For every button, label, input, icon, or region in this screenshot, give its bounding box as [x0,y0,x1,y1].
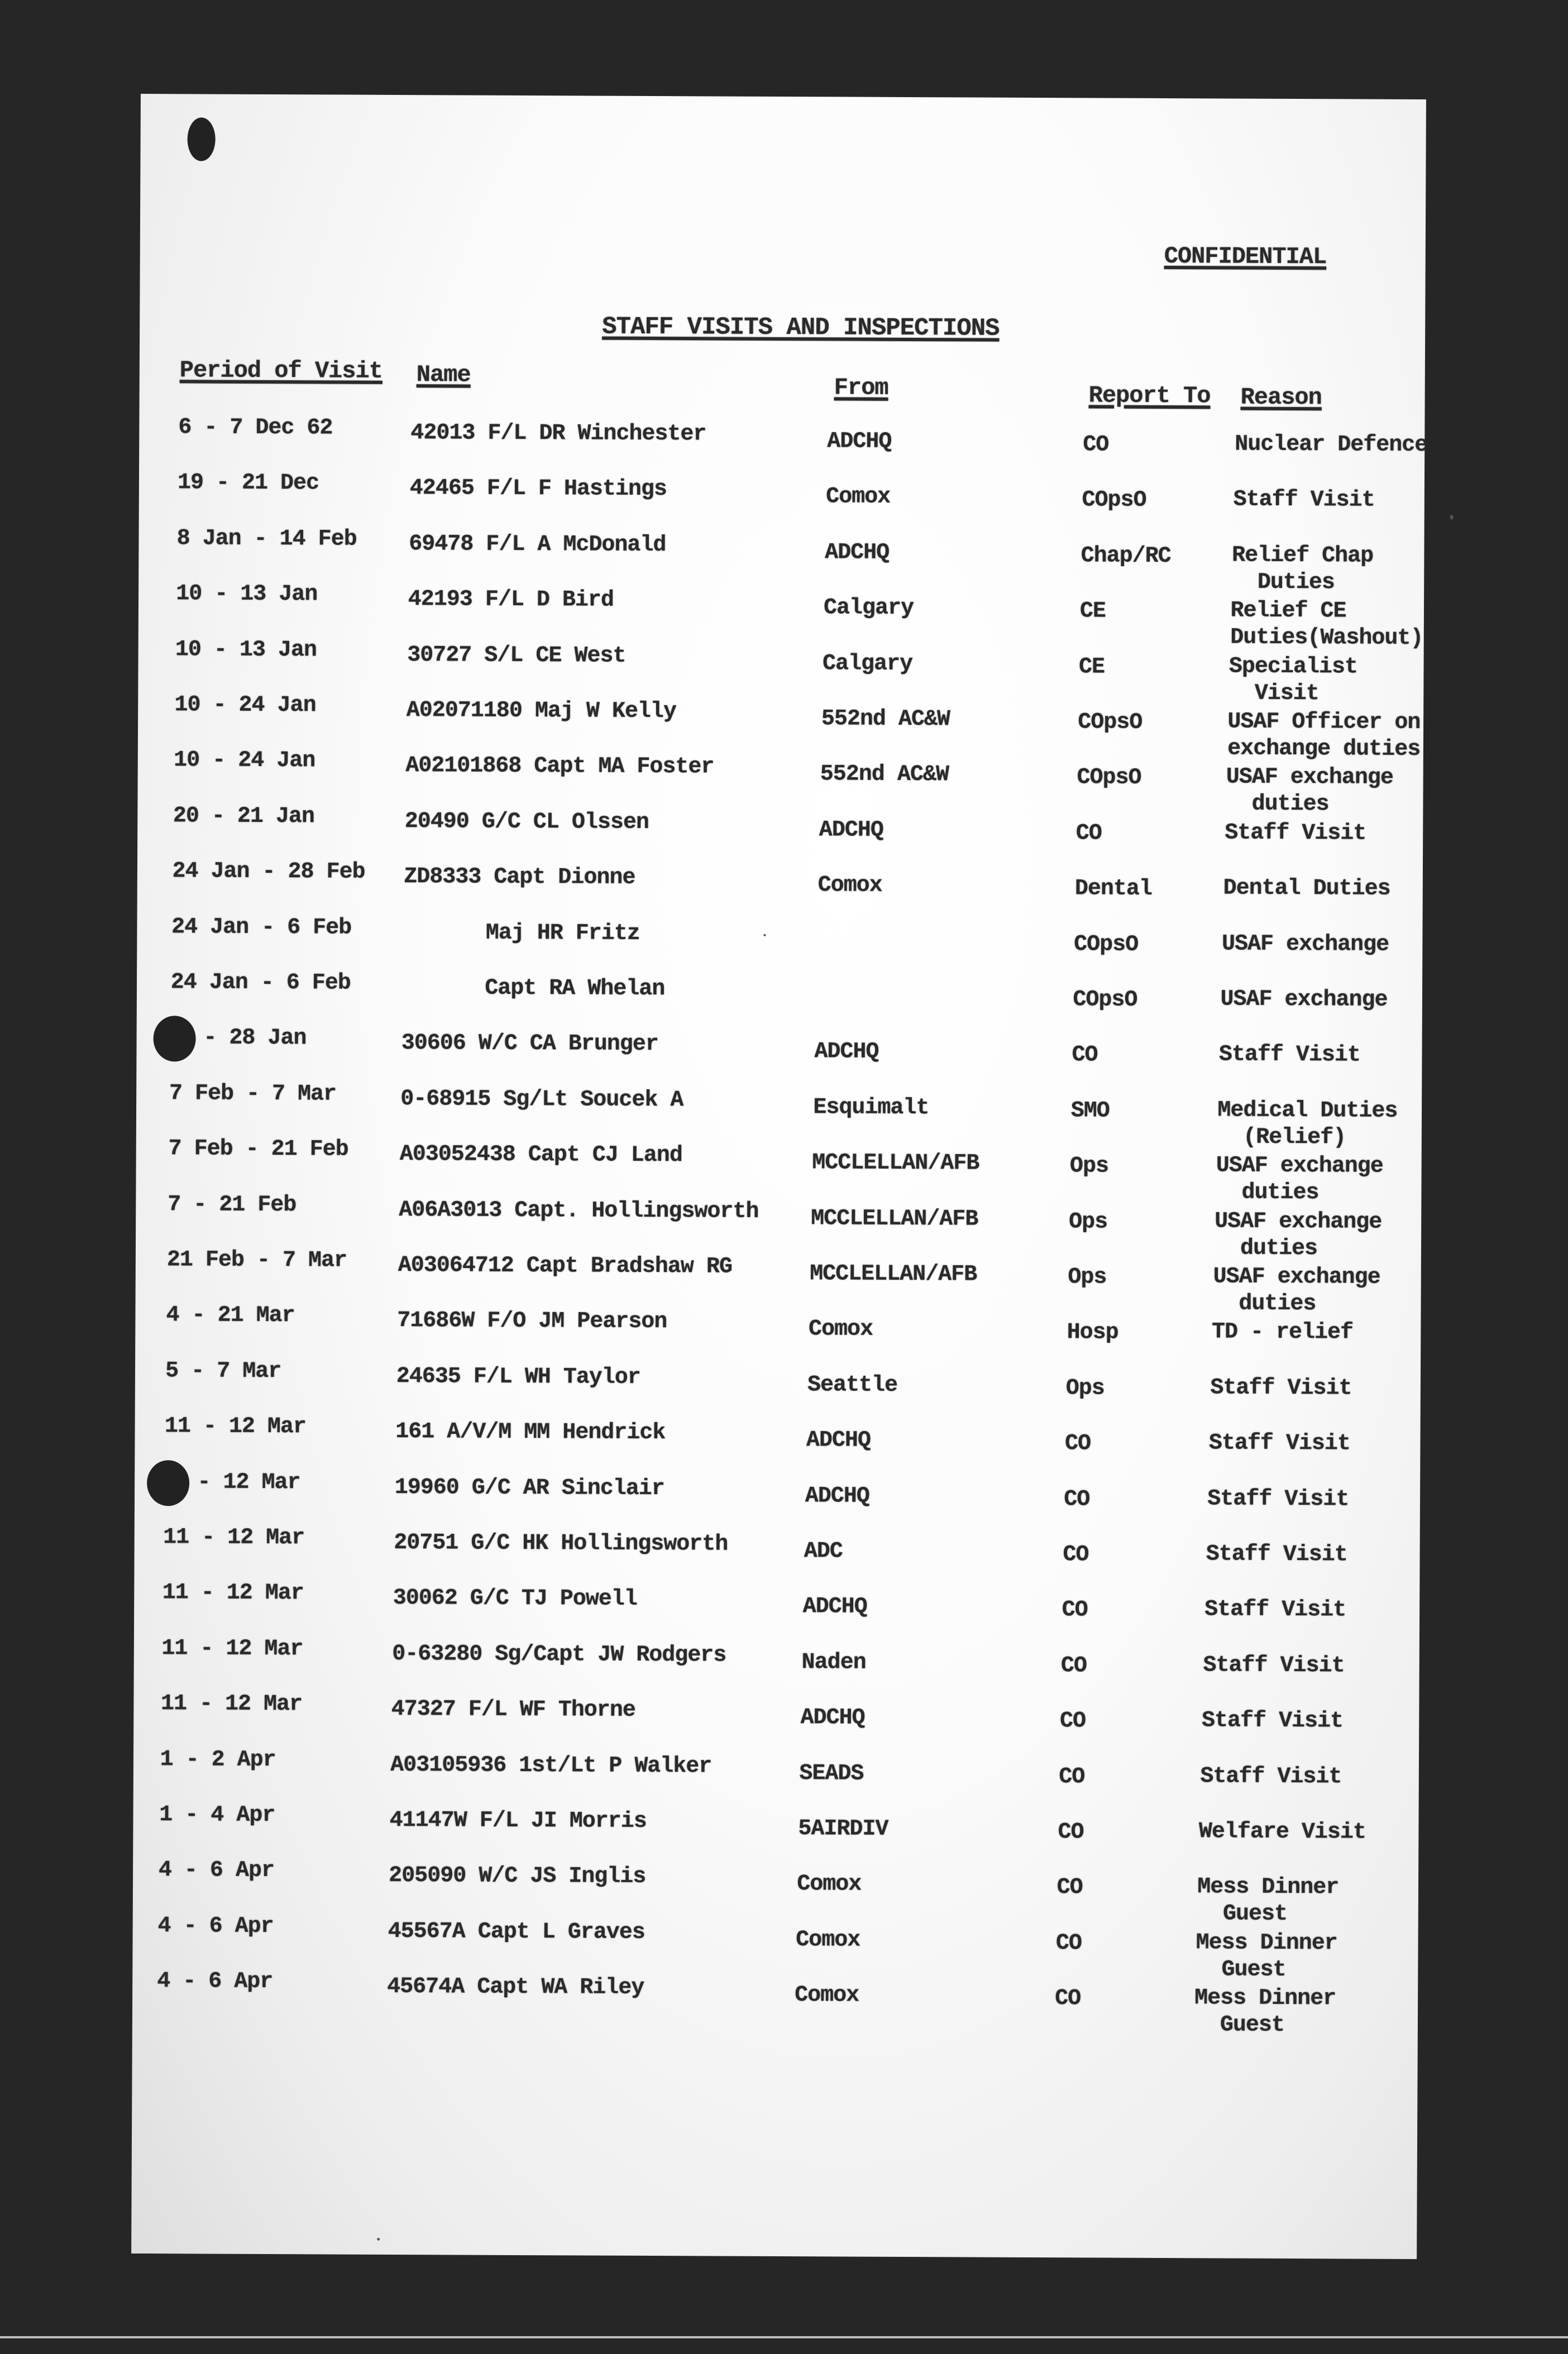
column-header-name: Name [416,361,471,389]
from-cell: 552nd AC&W [821,706,950,733]
name-cell: 69478 F/L A McDonald [409,531,666,558]
reason-cell: USAF exchange duties [1214,1209,1382,1261]
name-cell: A03064712 Capt Bradshaw RG [398,1253,732,1280]
classification-stamp: CONFIDENTIAL [1164,242,1327,271]
from-cell: Calgary [822,650,913,677]
period-cell: 10 - 13 Jan [175,637,317,663]
report-to-cell: CO [1058,1820,1084,1845]
reason-cell: Staff Visit [1204,1597,1346,1623]
report-to-cell: CO [1059,1764,1085,1790]
reason-cell: Nuclear Defence [1235,432,1428,458]
period-cell: 7 - 21 Feb [168,1192,297,1218]
name-cell: 20751 G/C HK Hollingsworth [394,1530,728,1557]
report-to-cell: CO [1057,1875,1083,1901]
period-cell: 4 - 6 Apr [158,1858,275,1884]
period-cell: 24 Jan - 6 Feb [170,970,351,996]
reason-cell: Staff Visit [1207,1486,1349,1513]
reason-cell: Staff Visit [1208,1430,1351,1457]
reason-cell: Staff Visit [1203,1653,1345,1679]
report-to-cell: Ops [1069,1209,1108,1235]
report-to-cell: CO [1064,1486,1090,1513]
report-to-cell: Hosp [1067,1320,1118,1346]
report-to-cell: CE [1079,599,1106,624]
from-cell: ADCHQ [806,1428,871,1453]
name-cell: 71686W F/O JM Pearson [397,1308,667,1335]
report-to-cell: CO [1075,821,1102,846]
period-cell: 11 - 12 Mar [164,1414,307,1440]
period-cell: 24 Jan - 6 Feb [171,914,352,941]
name-cell: A03105936 1st/Lt P Walker [390,1752,712,1779]
name-cell: 30062 G/C TJ Powell [393,1586,637,1613]
from-cell: Comox [796,1927,861,1953]
from-cell: Naden [801,1649,866,1676]
reason-cell: USAF exchange [1221,931,1389,958]
from-cell: MCCLELLAN/AFB [810,1261,977,1288]
punch-hole [153,1016,195,1062]
period-cell: 21 Feb - 7 Mar [166,1247,347,1274]
reason-cell: Staff Visit [1233,487,1375,514]
period-cell: 10 - 24 Jan [174,692,316,719]
punch-hole [187,117,215,161]
name-cell: 19960 G/C AR Sinclair [394,1475,665,1501]
period-cell: 11 - 12 Mar [161,1635,303,1662]
report-to-cell: Ops [1068,1265,1107,1290]
report-to-cell: COpsO [1078,710,1142,735]
period-cell: 24 Jan - 28 Feb [172,859,365,885]
from-cell: Esquimalt [813,1095,929,1121]
name-cell: 41147W F/L JI Morris [389,1807,647,1834]
name-cell: 0-68915 Sg/Lt Soucek A [400,1086,683,1113]
name-cell: 205090 W/C JS Inglis [389,1863,646,1890]
name-cell: 30727 S/L CE West [407,642,626,669]
column-header-period: Period of Visit [179,357,383,385]
reason-cell: Staff Visit [1200,1763,1342,1790]
report-to-cell: CO [1062,1597,1088,1623]
period-cell: - 28 Jan [203,1025,307,1051]
from-cell: 552nd AC&W [820,762,949,788]
period-cell: 11 - 12 Mar [163,1525,305,1551]
period-cell: 6 - 7 Dec 62 [178,415,333,441]
column-header-reason: Reason [1240,384,1322,412]
report-to-cell: Dental [1074,876,1153,902]
period-cell: 20 - 21 Jan [173,803,314,830]
name-cell: 42013 F/L DR Winchester [410,420,706,447]
reason-cell: Staff Visit [1206,1542,1347,1568]
name-cell: 47327 F/L WF Thorne [391,1697,635,1724]
report-to-cell: Chap/RC [1081,543,1171,569]
from-cell: ADCHQ [802,1594,867,1620]
from-cell: Comox [826,484,891,510]
reason-cell: Dental Duties [1223,875,1390,902]
report-to-cell: SMO [1070,1098,1110,1124]
report-to-cell: CO [1072,1042,1098,1068]
from-cell: MCCLELLAN/AFB [811,1205,978,1232]
reason-cell: USAF exchange duties [1213,1264,1380,1317]
paper-speck [1450,515,1454,519]
report-to-cell: COpsO [1073,987,1137,1013]
from-cell: Comox [808,1317,873,1343]
from-cell: Comox [818,873,882,898]
film-scratch-line [0,2336,1568,2338]
from-cell: ADCHQ [819,817,883,843]
name-cell: Capt RA Whelan [485,975,665,1002]
report-to-cell: CO [1064,1431,1091,1457]
name-cell: 45567A Capt L Graves [388,1918,645,1945]
report-to-cell: COpsO [1074,931,1139,958]
name-cell: Maj HR Fritz [485,920,640,946]
period-cell: 7 Feb - 7 Mar [169,1081,337,1107]
reason-cell: Staff Visit [1210,1375,1352,1401]
period-cell: 11 - 12 Mar [160,1691,303,1717]
from-cell: MCCLELLAN/AFB [812,1150,979,1176]
from-cell: Comox [795,1983,859,2008]
report-to-cell: CO [1055,1930,1082,1956]
reason-cell: Welfare Visit [1198,1819,1366,1845]
period-cell: 1 - 4 Apr [159,1802,275,1829]
period-cell: - 12 Mar [197,1470,300,1495]
period-cell: 4 - 21 Mar [166,1303,295,1329]
reason-cell: Staff Visit [1201,1708,1344,1734]
reason-cell: USAF exchange duties [1216,1153,1383,1206]
reason-cell: USAF exchange duties [1226,764,1393,817]
reason-cell: Staff Visit [1218,1042,1361,1068]
name-cell: A02101868 Capt MA Foster [405,753,714,780]
punch-hole [147,1460,189,1506]
from-cell: ADCHQ [825,540,890,566]
from-cell: 5AIRDIV [798,1816,888,1842]
reason-cell: Mess Dinner Guest [1197,1874,1339,1927]
name-cell: 42465 F/L F Hastings [409,476,667,503]
reason-cell: USAF exchange [1220,987,1388,1013]
period-cell: 1 - 2 Apr [160,1747,276,1773]
report-to-cell: Ops [1065,1376,1105,1401]
paper-speck [763,934,766,936]
report-to-cell: CE [1079,654,1105,680]
from-cell: ADCHQ [827,429,892,454]
from-cell: ADCHQ [805,1483,869,1509]
report-to-cell: CO [1083,432,1109,458]
report-to-cell: CO [1059,1709,1086,1734]
paper-speck [377,2238,380,2241]
from-cell: Seattle [807,1372,898,1398]
period-cell: 4 - 6 Apr [157,1913,274,1939]
report-to-cell: CO [1055,1986,1081,2012]
report-to-cell: Ops [1069,1154,1109,1179]
name-cell: 30606 W/C CA Brunger [401,1031,658,1058]
name-cell: 0-63280 Sg/Capt JW Rodgers [392,1641,726,1668]
name-cell: 45674A Capt WA Riley [387,1974,644,2001]
period-cell: 11 - 12 Mar [162,1580,304,1606]
reason-cell: Mess Dinner Guest [1196,1930,1337,1983]
from-cell: Comox [797,1872,862,1898]
reason-cell: Specialist Visit [1228,654,1358,706]
name-cell: 42193 F/L D Bird [408,587,614,613]
name-cell: 20490 G/C CL Olssen [404,808,649,835]
report-to-cell: CO [1060,1653,1087,1679]
document-page [131,94,1426,2259]
period-cell: 5 - 7 Mar [165,1358,281,1384]
from-cell: SEADS [799,1760,864,1787]
period-cell: 10 - 13 Jan [176,581,318,607]
name-cell: A02071180 Maj W Kelly [406,698,677,725]
name-cell: A06A3013 Capt. Hollingsworth [399,1197,759,1224]
reason-cell: Mess Dinner Guest [1194,1985,1336,2039]
reason-cell: USAF Officer on exchange duties [1227,709,1421,763]
name-cell: ZD8333 Capt Dionne [404,864,635,891]
period-cell: 19 - 21 Dec [177,470,319,496]
period-cell: 4 - 6 Apr [157,1969,273,1995]
reason-cell: Staff Visit [1225,820,1366,846]
period-cell: 10 - 24 Jan [174,748,315,774]
column-header-report-to: Report To [1088,382,1211,410]
document-title: STAFF VISITS AND INSPECTIONS [602,313,1000,343]
from-cell: ADCHQ [814,1039,879,1065]
report-to-cell: COpsO [1077,765,1141,791]
report-to-cell: COpsO [1082,487,1146,514]
reason-cell: Relief CE Duties(Washout) [1230,598,1423,652]
from-cell: ADCHQ [800,1705,865,1731]
report-to-cell: CO [1063,1542,1089,1568]
column-header-from: From [834,374,888,401]
reason-cell: Relief Chap Duties [1231,543,1374,596]
from-cell: Calgary [823,595,914,621]
reason-cell: TD - relief [1211,1319,1354,1346]
period-cell: 8 Jan - 14 Feb [176,526,357,552]
name-cell: 24635 F/L WH Taylor [396,1363,640,1390]
reason-cell: Medical Duties (Relief) [1217,1098,1398,1151]
name-cell: 161 A/V/M MM Hendrick [395,1419,666,1446]
name-cell: A03052438 Capt CJ Land [399,1142,682,1169]
period-cell: 7 Feb - 21 Feb [168,1136,348,1162]
from-cell: ADC [804,1539,843,1564]
